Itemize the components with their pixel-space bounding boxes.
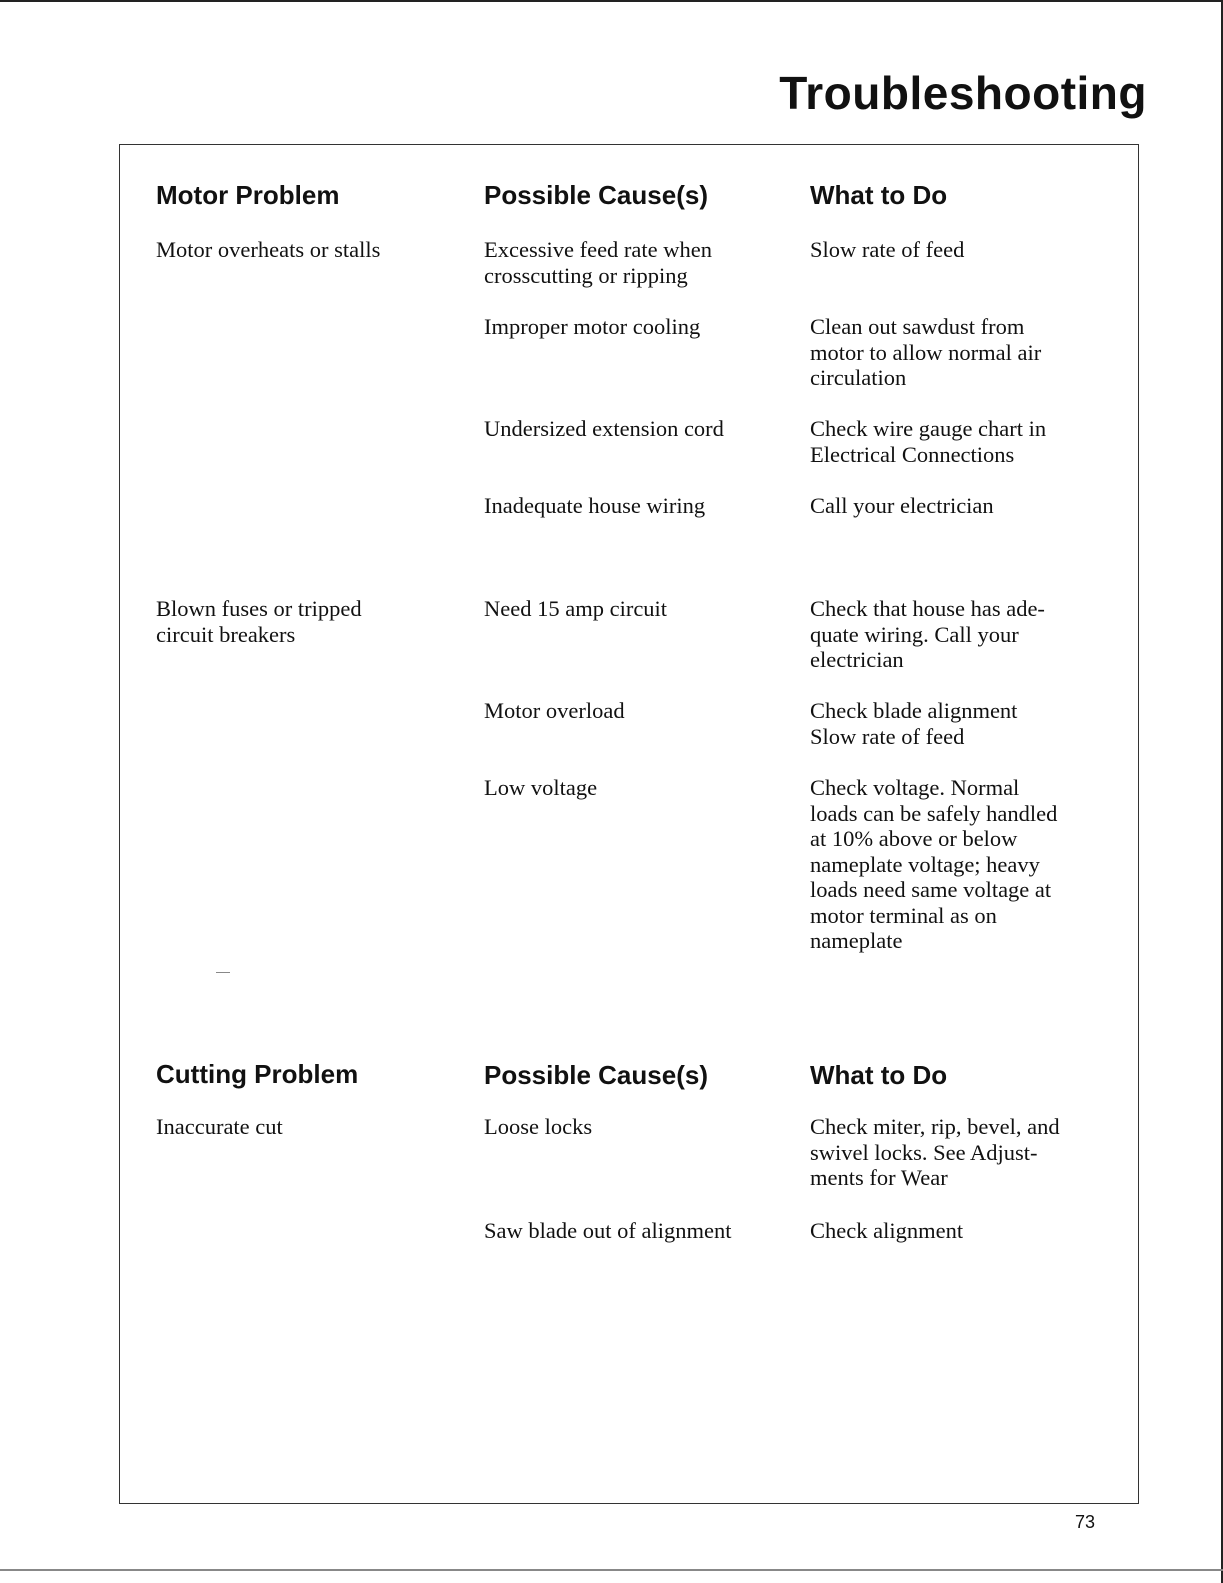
motor-action-cell: Clean out sawdust from motor to allow normal air circulation — [810, 314, 1042, 390]
motor-cause-cell: Improper motor cooling — [484, 314, 701, 339]
motor-action-cell: Check wire gauge chart in Electrical Connections — [810, 416, 1047, 467]
motor-problem-label: Motor overheats or stalls — [156, 237, 381, 262]
motor-action-cell: Check blade alignment Slow rate of feed — [810, 698, 1018, 749]
motor-action-cell: Check that house has ade- quate wiring. Call your electrician — [810, 596, 1045, 672]
cutting-action-cell: Check alignment — [810, 1218, 964, 1243]
cutting-problem-label: Inaccurate cut — [156, 1114, 283, 1139]
motor-action-cell: Check voltage. Normal loads can be safely handled at 10% above or below nameplate voltage; heavy loads need same voltage at motor terminal as on nameplate — [810, 775, 1058, 953]
motor-action-cell: Slow rate of feed — [810, 237, 965, 262]
cutting-action-cell: Check miter, rip, bevel, and swivel locks. See Adjust- ments for Wear — [810, 1114, 1060, 1190]
motor-action-cell: Call your electrician — [810, 493, 994, 518]
top-border-line — [0, 0, 1223, 2]
page-number: 73 — [1075, 1512, 1096, 1532]
cutting-action-header: What to Do — [810, 1060, 948, 1090]
motor-cause-cell: Need 15 amp circuit — [484, 596, 668, 621]
cutting-cause-cell: Loose locks — [484, 1114, 593, 1139]
cutting-problem-header: Cutting Problem — [156, 1059, 359, 1089]
cutting-cause-header: Possible Cause(s) — [484, 1060, 708, 1090]
motor-cause-header: Possible Cause(s) — [484, 180, 708, 210]
motor-cause-cell: Excessive feed rate when crosscutting or ripping — [484, 237, 713, 288]
cutting-cause-cell: Saw blade out of alignment — [484, 1218, 732, 1243]
page-title: Troubleshooting — [779, 67, 1147, 119]
motor-problem-label: Blown fuses or tripped circuit breakers — [156, 596, 362, 647]
stray-mark — [216, 972, 230, 973]
motor-cause-cell: Inadequate house wiring — [484, 493, 706, 518]
bottom-border-line — [0, 1569, 1223, 1571]
motor-action-header: What to Do — [810, 180, 948, 210]
motor-cause-cell: Motor overload — [484, 698, 625, 723]
motor-cause-cell: Low voltage — [484, 775, 598, 800]
motor-problem-header: Motor Problem — [156, 180, 340, 210]
motor-cause-cell: Undersized extension cord — [484, 416, 724, 441]
